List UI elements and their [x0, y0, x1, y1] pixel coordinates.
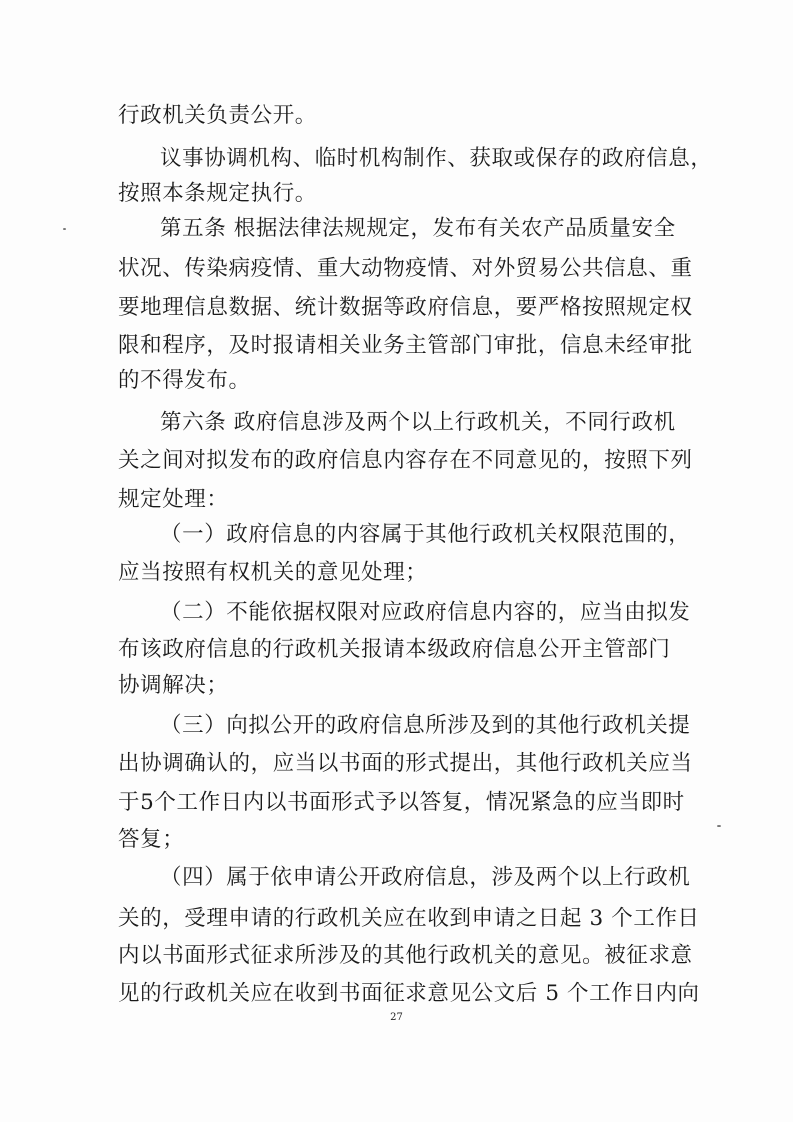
paragraph-line: 按照本条规定执行。 — [118, 181, 317, 206]
paragraph-line: 第五条 根据法律法规规定，发布有关农产品质量安全 — [160, 216, 676, 241]
paragraph-line: 见的行政机关应在收到书面征求意见公文后 5 个工作日内向 — [118, 981, 700, 1006]
paragraph-line: 关的，受理申请的行政机关应在收到申请之日起 3 个工作日 — [118, 906, 700, 931]
paragraph-line: 应当按照有权机关的意见处理； — [118, 560, 428, 585]
paragraph-line: 要地理信息数据、统计数据等政府信息，要严格按照规定权 — [118, 295, 693, 320]
paragraph-line: 限和程序，及时报请相关业务主管部门审批，信息未经审批 — [118, 333, 693, 358]
paragraph-line: （二）不能依据权限对应政府信息内容的，应当由拟发 — [160, 600, 691, 625]
paragraph-line: 规定处理： — [118, 487, 229, 512]
paragraph-line: 答复； — [118, 827, 185, 852]
paragraph-line: 状况、传染病疫情、重大动物疫情、对外贸易公共信息、重 — [118, 256, 693, 281]
paragraph-line: （四）属于依申请公开政府信息，涉及两个以上行政机 — [160, 865, 691, 890]
paragraph-line: 议事协调机构、临时机构制作、获取或保存的政府信息， — [160, 146, 713, 171]
scan-speck — [717, 825, 721, 827]
paragraph-line: 第六条 政府信息涉及两个以上行政机关，不同行政机 — [160, 410, 676, 435]
paragraph-line: 内以书面形式征求所涉及的其他行政机关的意见。被征求意 — [118, 943, 693, 968]
scan-speck — [63, 228, 66, 230]
paragraph-line: 行政机关负责公开。 — [118, 103, 317, 128]
paragraph-line: 于5个工作日内以书面形式予以答复，情况紧急的应当即时 — [118, 790, 685, 815]
paragraph-line: 协调解决； — [118, 673, 229, 698]
paragraph-line: 的不得发布。 — [118, 368, 251, 393]
paragraph-line: 出协调确认的，应当以书面的形式提出，其他行政机关应当 — [118, 751, 693, 776]
paragraph-line: 关之间对拟发布的政府信息内容存在不同意见的，按照下列 — [118, 448, 693, 473]
paragraph-line: 布该政府信息的行政机关报请本级政府信息公开主管部门 — [118, 637, 671, 662]
paragraph-line: （一）政府信息的内容属于其他行政机关权限范围的， — [160, 522, 691, 547]
page-number: 27 — [390, 1012, 403, 1023]
paragraph-line: （三）向拟公开的政府信息所涉及到的其他行政机关提 — [160, 713, 691, 738]
